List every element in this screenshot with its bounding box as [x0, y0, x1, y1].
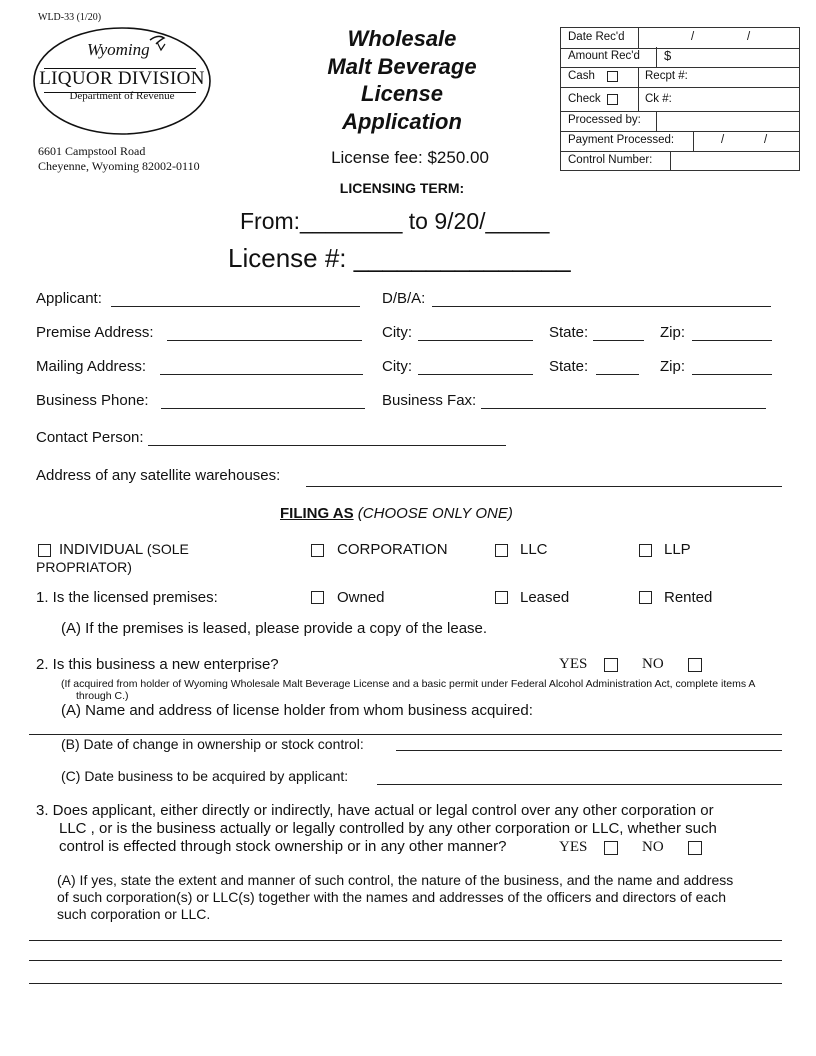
individual-checkbox[interactable] — [38, 544, 51, 557]
office-use-table — [560, 27, 800, 171]
leased-label: Leased — [520, 589, 570, 606]
leased-checkbox[interactable] — [495, 591, 508, 604]
q3-answer-line-3[interactable] — [29, 983, 782, 984]
q1-a-text: (A) If the premises is leased, please provide a copy of the lease. — [61, 620, 488, 637]
q3-a-line-3: such corporation or LLC. — [57, 906, 211, 922]
check-checkbox[interactable] — [607, 94, 618, 105]
mailing-city-label: City: — [382, 358, 412, 375]
q3-answer-line-1[interactable] — [29, 940, 782, 941]
cash-checkbox[interactable] — [607, 71, 618, 82]
premise-city-label: City: — [382, 324, 412, 341]
q2-yes-label: YES — [559, 656, 588, 672]
pay-slash-1: / — [721, 134, 725, 146]
q3-line-1: 3. Does applicant, either directly or indirectly, have actual or legal control over any other corporation or — [36, 802, 714, 819]
business-fax-label: Business Fax: — [382, 392, 477, 409]
mailing-city-field[interactable] — [418, 374, 533, 375]
q2-a-text: (A) Name and address of license holder from whom business acquired: — [61, 702, 533, 719]
term-from-to[interactable]: From:________ to 9/20/_____ — [240, 208, 550, 234]
contact-person-label: Contact Person: — [36, 429, 144, 446]
corporation-label: CORPORATION — [337, 541, 448, 558]
ck-label: Ck #: — [645, 93, 672, 105]
date-slash-2: / — [747, 31, 751, 43]
payment-processed-label: Payment Processed: — [568, 134, 675, 146]
premise-zip-label: Zip: — [660, 324, 686, 341]
logo-dept: Department of Revenue — [69, 90, 175, 102]
premise-state-label: State: — [549, 324, 589, 341]
q2-note-1: (If acquired from holder of Wyoming Wholesale Malt Beverage License and a basic permit under Federal Alcohol Administration Act, complete items A — [61, 678, 756, 690]
office-row-amount — [561, 47, 799, 68]
llp-checkbox[interactable] — [639, 544, 652, 557]
mailing-state-label: State: — [549, 358, 589, 375]
title-line-3: License — [361, 81, 443, 106]
q3-no-label: NO — [642, 839, 664, 855]
form-code: WLD-33 (1/20) — [38, 12, 102, 23]
office-row-control-number — [561, 151, 799, 171]
q3-a-line-1: (A) If yes, state the extent and manner of such control, the nature of the business, and the name and address — [57, 872, 734, 888]
license-number[interactable]: License #: _______________ — [228, 243, 571, 273]
mailing-address-label: Mailing Address: — [36, 358, 147, 375]
llc-label: LLC — [520, 541, 548, 558]
office-row-cash — [561, 67, 799, 88]
address-line-1: 6601 Campstool Road — [38, 144, 146, 158]
individual-label — [59, 541, 189, 558]
title-line-1: Wholesale — [347, 26, 457, 51]
address-line-2: Cheyenne, Wyoming 82002-0110 — [38, 159, 200, 173]
q2-c-text: (C) Date business to be acquired by applicant: — [61, 768, 349, 784]
q2-text: 2. Is this business a new enterprise? — [36, 656, 279, 673]
q3-line-3: control is effected through stock ownership or in any other manner? — [59, 838, 507, 855]
amount-recd-label: Amount Rec'd — [568, 50, 640, 62]
office-row-date-recd — [561, 28, 799, 49]
date-slash-1: / — [691, 31, 695, 43]
q3-answer-line-2[interactable] — [29, 960, 782, 961]
control-number-label: Control Number: — [568, 154, 653, 166]
q2-c-field[interactable] — [377, 784, 782, 785]
dba-field[interactable] — [432, 306, 771, 307]
filing-as-heading — [280, 505, 513, 522]
q2-a-field[interactable] — [29, 734, 782, 735]
q1-text: 1. Is the licensed premises: — [36, 589, 218, 606]
contact-person-field[interactable] — [148, 445, 506, 446]
satellite-warehouses-field[interactable] — [306, 486, 782, 487]
q2-no-checkbox[interactable] — [688, 658, 702, 672]
q2-b-field[interactable] — [396, 750, 782, 751]
q3-yes-label: YES — [559, 839, 588, 855]
q3-a-line-2: of such corporation(s) or LLC(s) together with the names and addresses of the officers and directors of each — [57, 889, 726, 905]
individual-text: INDIVIDUAL — [59, 541, 143, 558]
business-phone-field[interactable] — [161, 408, 365, 409]
mailing-zip-label: Zip: — [660, 358, 686, 375]
check-label: Check — [568, 93, 601, 105]
office-row-processed-by — [561, 111, 799, 132]
q2-no-label: NO — [642, 656, 664, 672]
licensing-term-label: LICENSING TERM: — [339, 180, 465, 196]
logo-script: Wyoming — [87, 40, 150, 59]
q2-note-2: through C.) — [76, 690, 129, 702]
owned-checkbox[interactable] — [311, 591, 324, 604]
applicant-label: Applicant: — [36, 290, 102, 307]
title-line-4: Application — [342, 109, 462, 134]
individual-propriator: PROPRIATOR) — [36, 559, 132, 575]
owned-label: Owned — [337, 589, 385, 606]
dollar-sign: $ — [664, 48, 672, 63]
agency-address — [38, 144, 200, 174]
business-phone-label: Business Phone: — [36, 392, 149, 409]
cash-label: Cash — [568, 70, 595, 82]
premise-address-label: Premise Address: — [36, 324, 154, 341]
corporation-checkbox[interactable] — [311, 544, 324, 557]
rented-checkbox[interactable] — [639, 591, 652, 604]
license-fee: License fee: $250.00 — [331, 148, 489, 167]
applicant-field[interactable] — [111, 306, 360, 307]
q3-yes-checkbox[interactable] — [604, 841, 618, 855]
satellite-warehouses-label: Address of any satellite warehouses: — [36, 467, 281, 484]
dba-label: D/B/A: — [382, 290, 426, 307]
rented-label: Rented — [664, 589, 713, 606]
q3-no-checkbox[interactable] — [688, 841, 702, 855]
pay-slash-2: / — [764, 134, 768, 146]
premise-city-field[interactable] — [418, 340, 533, 341]
office-row-check — [561, 88, 799, 112]
logo-name: LIQUOR DIVISION — [39, 68, 205, 89]
individual-sole: (SOLE — [146, 541, 189, 557]
recpt-label: Recpt #: — [645, 70, 688, 82]
premise-zip-field[interactable] — [692, 340, 772, 341]
mailing-state-field[interactable] — [596, 374, 639, 375]
processed-by-label: Processed by: — [568, 114, 641, 126]
filing-as-note: (CHOOSE ONLY ONE) — [357, 505, 513, 522]
mailing-zip-field[interactable] — [692, 374, 772, 375]
llp-label: LLP — [664, 541, 691, 558]
q3-line-2: LLC , or is the business actually or legally controlled by any other corporation or LLC, whether such — [59, 820, 717, 837]
filing-as-label: FILING AS — [280, 505, 354, 522]
mailing-address-field[interactable] — [160, 374, 363, 375]
office-row-payment-processed — [561, 131, 799, 152]
liquor-division-logo — [32, 26, 212, 136]
llc-checkbox[interactable] — [495, 544, 508, 557]
title-line-2: Malt Beverage — [327, 54, 477, 79]
business-fax-field[interactable] — [481, 408, 766, 409]
premise-address-field[interactable] — [167, 340, 362, 341]
date-recd-label: Date Rec'd — [568, 31, 625, 43]
q2-b-text: (B) Date of change in ownership or stock control: — [61, 736, 364, 752]
premise-state-field[interactable] — [593, 340, 644, 341]
q2-yes-checkbox[interactable] — [604, 658, 618, 672]
